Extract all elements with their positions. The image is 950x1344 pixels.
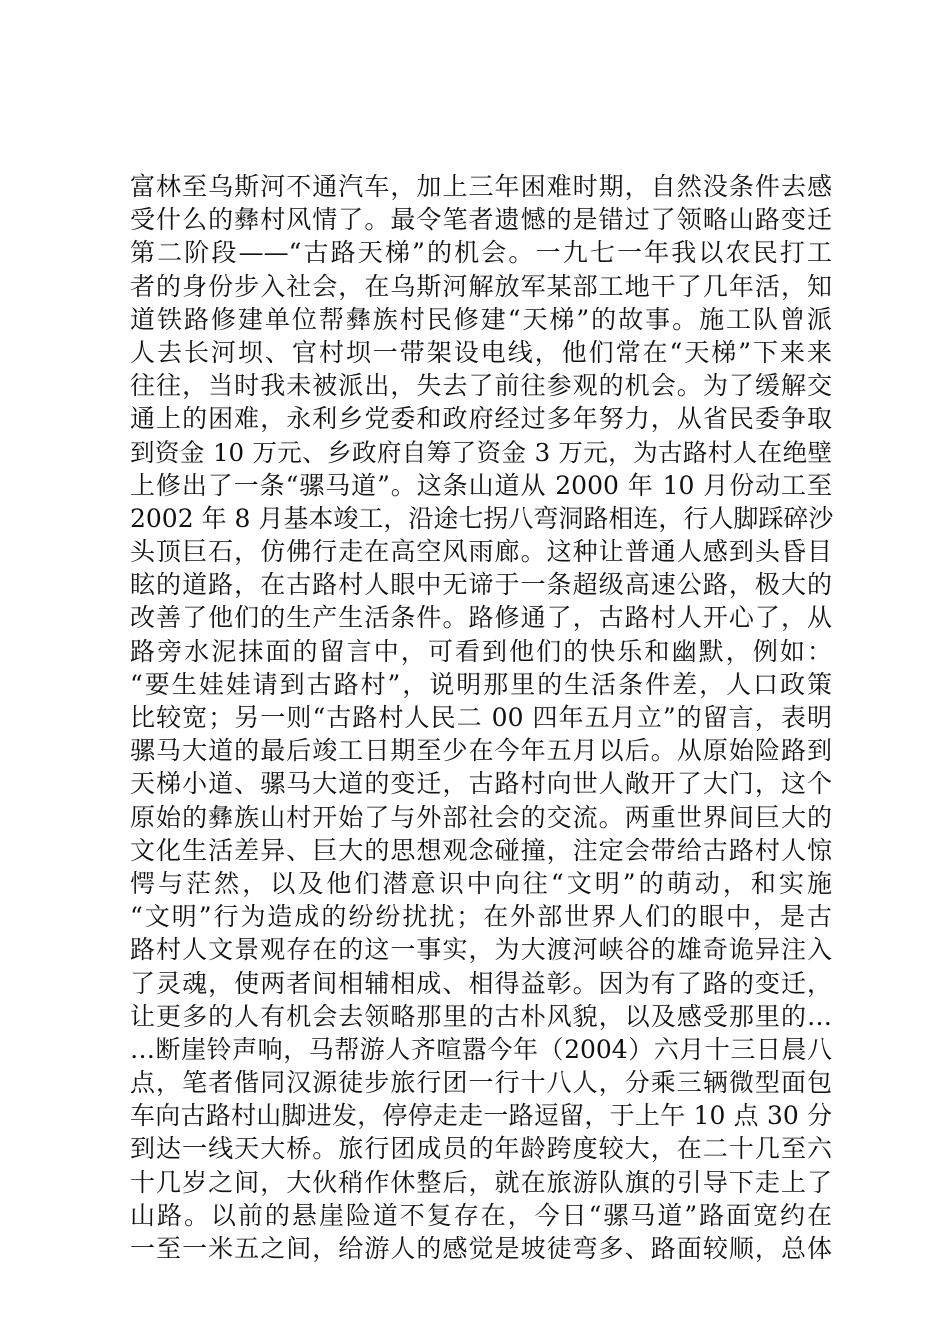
text-line: 到资金 10 万元、乡政府自筹了资金 3 万元，为古路村人在绝壁: [130, 437, 832, 467]
text-line: 比较宽；另一则“古路村人民二 00 四年五月立”的留言，表明: [130, 703, 832, 732]
text-line: 文化生活差异、巨大的思想观念碰撞，注定会带给古路村人惊: [130, 835, 832, 865]
text-line: 通上的困难，永利乡党委和政府经过多年努力，从省民委争取: [130, 404, 832, 434]
text-line: 山路。以前的悬崖险道不复存在，今日“骡马道”路面宽约在: [130, 1200, 832, 1230]
text-line: 头顶巨石，仿佛行走在高空风雨廊。这种让普通人感到头昏目: [130, 537, 832, 567]
body-text: [130, 170, 832, 1265]
text-line: 天梯小道、骡马大道的变迁，古路村向世人敞开了大门，这个: [130, 769, 832, 799]
text-line: 者的身份步入社会，在乌斯河解放军某部工地干了几年活，知: [130, 271, 832, 301]
text-line: 愕与茫然，以及他们潜意识中向往“文明”的萌动，和实施: [130, 868, 832, 898]
text-line: 骡马大道的最后竣工日期至少在今年五月以后。从原始险路到: [130, 736, 832, 766]
text-line: …断崖铃声响，马帮游人齐喧嚣今年（2004）六月十三日晨八: [130, 1034, 832, 1064]
text-line: “要生娃娃请到古路村”，说明那里的生活条件差，人口政策: [130, 669, 832, 699]
text-line: 改善了他们的生产生活条件。路修通了，古路村人开心了，从: [130, 603, 832, 633]
text-line: “文明”行为造成的纷纷扰扰；在外部世界人们的眼中，是古: [130, 902, 832, 932]
text-line: 点，笔者偕同汉源徒步旅行团一行十八人，分乘三辆微型面包: [130, 1068, 832, 1098]
text-line: 道铁路修建单位帮彝族村民修建“天梯”的故事。施工队曾派: [130, 304, 832, 334]
text-line: 路村人文景观存在的这一事实，为大渡河峡谷的雄奇诡异注入: [130, 935, 832, 965]
text-line: 十几岁之间，大伙稍作休整后，就在旅游队旗的引导下走上了: [130, 1167, 832, 1197]
text-line: 人去长河坝、官村坝一带架设电线，他们常在“天梯”下来来: [130, 337, 832, 367]
text-line: 往往，当时我未被派出，失去了前往参观的机会。为了缓解交: [130, 371, 832, 401]
text-line: 了灵魂，使两者间相辅相成、相得益彰。因为有了路的变迁，: [130, 968, 832, 998]
text-line: 到达一线天大桥。旅行团成员的年龄跨度较大，在二十几至六: [130, 1134, 832, 1164]
text-line: 眩的道路，在古路村人眼中无谛于一条超级高速公路，极大的: [130, 570, 832, 600]
text-line: 受什么的彝村风情了。最令笔者遗憾的是错过了领略山路变迁: [130, 205, 832, 235]
text-line: 车向古路村山脚进发，停停走走一路逗留，于上午 10 点 30 分: [130, 1101, 832, 1131]
text-line: 原始的彝族山村开始了与外部社会的交流。两重世界间巨大的: [130, 802, 832, 832]
text-line: 路旁水泥抹面的留言中，可看到他们的快乐和幽默，例如：: [130, 636, 832, 666]
text-line: 让更多的人有机会去领略那里的古朴风貌，以及感受那里的…: [130, 1001, 832, 1031]
text-line: 第二阶段——“古路天梯”的机会。一九七一年我以农民打工: [130, 238, 832, 268]
text-line: 2002 年 8 月基本竣工，沿途七拐八弯洞路相连，行人脚踩碎沙: [130, 503, 834, 533]
text-line: 一至一米五之间，给游人的感觉是坡徒弯多、路面较顺，总体: [130, 1234, 832, 1263]
text-line: 上修出了一条“骡马道”。这条山道从 2000 年 10 月份动工至: [130, 470, 832, 500]
text-line: 富林至乌斯河不通汽车，加上三年困难时期，自然没条件去感: [130, 172, 832, 201]
